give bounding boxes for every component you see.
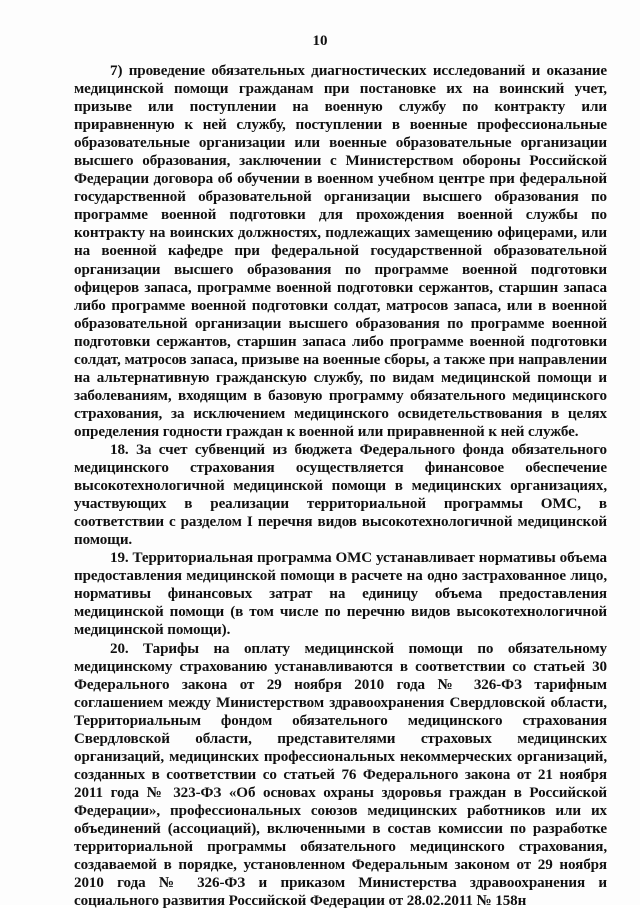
paragraph-item-7: 7) проведение обязательных диагностических исследований и оказание медицинской помощи гражданам при постановке их на воинский учет, призыве или поступлении на военную службу по контракту или приравненную к ней службу, поступлении в военные профессиональные образовательные организации или военные образовательные организации высшего образования, заключении с Министерством обороны Российской Федерации договора об обучении в военном учебном центре при федеральной государственной образовательной организации высшего образования по программе военной подготовки для прохождения военной службы по контракту на воинских должностях, подлежащих замещению офицерами, или на военной кафедре при федеральной государственной образовательной организации высшего образования по программе военной подготовки офицеров запаса, программе военной подготовки сержантов, старшин запаса либо программе военной подготовки солдат, матросов запаса, или в военной образовательной организации высшего образования по программе военной подготовки сержантов, старшин запаса либо программе военной подготовки солдат, матросов запаса, призыве на военные сборы, а также при направлении на альтернативную гражданскую службу, по видам медицинской помощи и заболеваниям, входящим в базовую программу обязательного медицинского страхования, за исключением медицинского освидетельствования в целях определения годности граждан к военной или приравненной к ней службе. bbox=[74, 62, 607, 441]
paragraph-20: 20. Тарифы на оплату медицинской помощи по обязательному медицинскому страхованию устанавливаются в соответствии со статьей 30 Федерального закона от 29 ноября 2010 года № 326-ФЗ тарифным соглашением между Министерством здравоохранения Свердловской области, Территориальным фондом обязательного медицинского страхования Свердловской области, представителями страховых медицинских организаций, медицинских профессиональных некоммерческих организаций, созданных в соответствии со статьей 76 Федерального закона от 21 ноября 2011 года № 323-ФЗ «Об основах охраны здоровья граждан в Российской Федерации», профессиональных союзов медицинских работников или их объединений (ассоциаций), включенными в состав комиссии по разработке территориальной программы обязательного медицинского страхования, создаваемой в порядке, установленном Федеральным законом от 29 ноября 2010 года № 326-ФЗ и приказом Министерства здравоохранения и социального развития Российской Федерации от 28.02.2011 № 158н bbox=[74, 640, 607, 910]
page-number: 10 bbox=[0, 33, 640, 50]
paragraph-19: 19. Территориальная программа ОМС устанавливает нормативы объема предоставления медицинской помощи в расчете на одно застрахованное лицо, нормативы финансовых затрат на единицу объема предоставления медицинской помощи (в том числе по перечню видов высокотехнологичной медицинской помощи). bbox=[74, 549, 607, 639]
document-body bbox=[74, 62, 607, 910]
paragraph-18: 18. За счет субвенций из бюджета Федерального фонда обязательного медицинского страхования осуществляется финансовое обеспечение высокотехнологичной медицинской помощи в медицинских организациях, участвующих в реализации территориальной программы ОМС, в соответствии с разделом I перечня видов высокотехнологичной медицинской помощи. bbox=[74, 441, 607, 549]
